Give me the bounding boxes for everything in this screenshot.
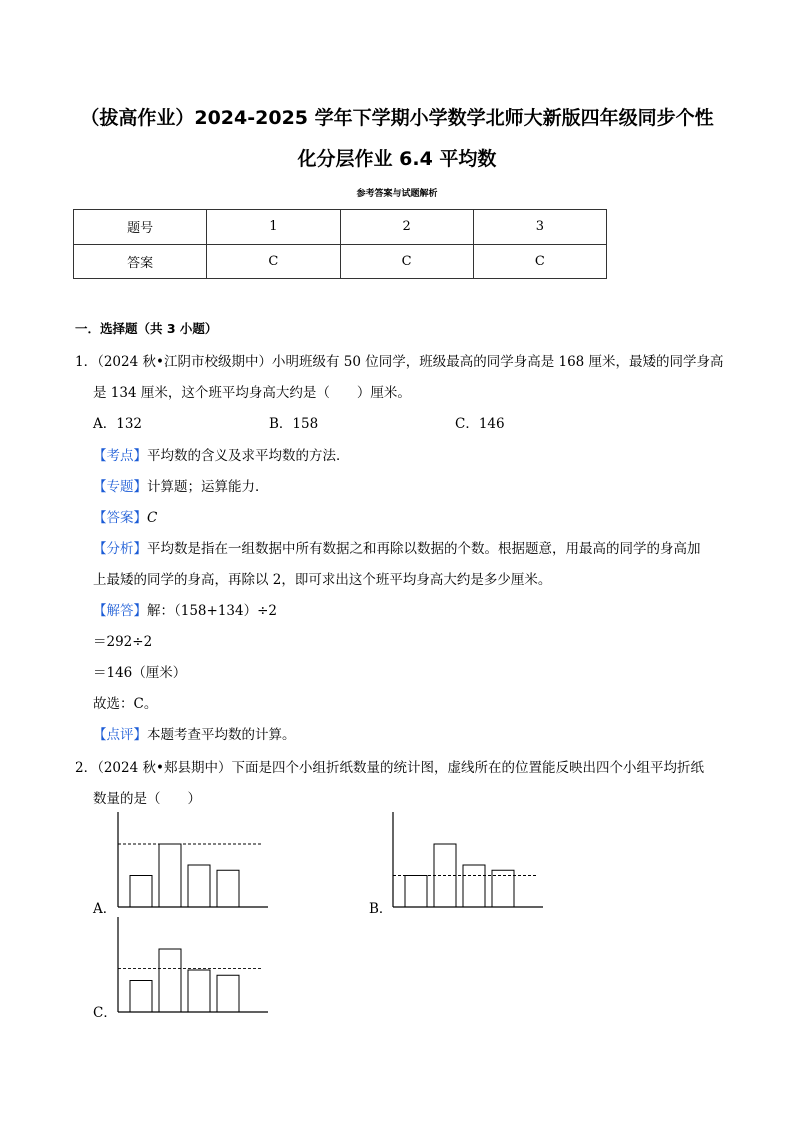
table-header-cell: 答案 <box>74 244 207 279</box>
table-cell: 1 <box>207 210 340 245</box>
q1-jieda <box>93 599 277 619</box>
q1-fenxi <box>93 537 701 557</box>
fenxi-label: 【分析】 <box>93 541 147 557</box>
doc-subtitle: 参考答案与试题解析 <box>356 189 438 199</box>
kaodian-text: 平均数的含义及求平均数的方法． <box>147 448 350 464</box>
table-cell: 3 <box>473 210 606 245</box>
fenxi-line1: 平均数是指在一组数据中所有数据之和再除以数据的个数。根据题意，用最高的同学的身高加 <box>147 541 701 557</box>
table-cell: C <box>340 244 473 279</box>
section-heading: 一．选择题（共 3 小题） <box>75 321 218 336</box>
daan-label: 【答案】 <box>93 510 147 526</box>
table-cell: C <box>207 244 340 279</box>
q1-dianping <box>93 723 296 743</box>
q2-option-b-label: B． <box>369 901 393 917</box>
q2-option-a-label: A． <box>93 901 117 917</box>
bar <box>188 970 210 1012</box>
table-cell: 2 <box>340 210 473 245</box>
bar-chart-c <box>115 915 270 1015</box>
bar <box>405 876 427 908</box>
table-header-cell: 题号 <box>74 210 207 245</box>
table-row <box>74 210 607 245</box>
q2-option-c-label: C． <box>93 1005 117 1021</box>
q1-jieda-line2: ＝292÷2 <box>93 634 153 650</box>
q1-option-c: C．146 <box>455 416 505 432</box>
table-cell: C <box>473 244 606 279</box>
bar <box>159 844 181 907</box>
zhuanti-label: 【专题】 <box>93 479 147 495</box>
dianping-text: 本题考查平均数的计算。 <box>147 727 296 743</box>
bar <box>130 981 152 1013</box>
q1-daan <box>93 506 157 526</box>
bar <box>463 865 485 907</box>
q2-stem-line2: 数量的是（ ） <box>93 791 201 807</box>
jieda-line1: 解：（158+134）÷2 <box>147 603 277 619</box>
q1-option-a: A．132 <box>93 416 143 432</box>
kaodian-label: 【考点】 <box>93 448 147 464</box>
q2-stem-line1: 2．（2024 秋•郏县期中）下面是四个小组折纸数量的统计图，虚线所在的位置能反映出四个小组平均折纸 <box>75 760 704 776</box>
q1-kaodian <box>93 444 350 464</box>
bar <box>217 870 239 907</box>
q1-fenxi-line2: 上最矮的同学的身高，再除以 2，即可求出这个班平均身高大约是多少厘米。 <box>93 572 552 588</box>
daan-text: C <box>147 510 158 526</box>
bar-chart-a <box>115 810 270 910</box>
bar <box>159 949 181 1012</box>
bar <box>217 975 239 1012</box>
bar-chart-b <box>390 810 545 910</box>
q1-stem-line1: 1．（2024 秋•江阴市校级期中）小明班级有 50 位同学，班级最高的同学身高是 168 厘米，最矮的同学身高 <box>75 354 724 370</box>
zhuanti-text: 计算题；运算能力． <box>147 479 269 495</box>
q1-stem-line2: 是 134 厘米，这个班平均身高大约是（ ）厘米。 <box>93 385 411 401</box>
q1-option-b: B．158 <box>269 416 319 432</box>
q1-jieda-line4: 故选：C。 <box>93 696 158 712</box>
table-row <box>74 244 607 279</box>
dianping-label: 【点评】 <box>93 727 147 743</box>
answer-table <box>73 209 607 279</box>
bar <box>188 865 210 907</box>
doc-title-line2: 化分层作业 6.4 平均数 <box>297 148 497 170</box>
q1-jieda-line3: ＝146（厘米） <box>93 665 187 681</box>
q1-zhuanti <box>93 475 269 495</box>
jieda-label: 【解答】 <box>93 603 147 619</box>
doc-title-line1: （拔高作业）2024-2025 学年下学期小学数学北师大新版四年级同步个性 <box>80 107 714 129</box>
bar <box>130 876 152 908</box>
